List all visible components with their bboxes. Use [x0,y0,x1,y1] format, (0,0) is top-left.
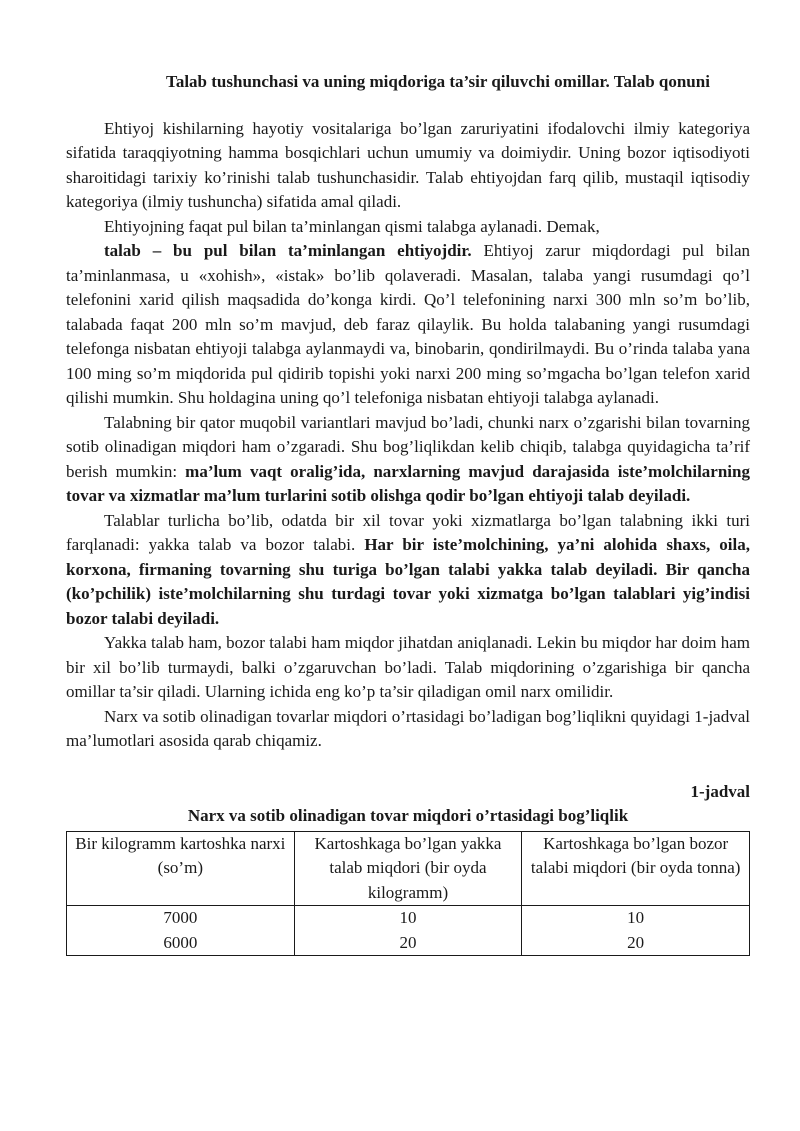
paragraph-6: Yakka talab ham, bozor talabi ham miqdor jihatdan aniqlanadi. Lekin bu miqdor har doim ham bir xil bo’lib turmaydi, balki o’zgaruvchan bo’ladi. Talab miqdorining o’zgarishiga bir qancha omillar ta’sir qiladi. Ularning ichida eng ko’p ta’sir qiladigan omil narx omilidir. [66,633,750,701]
table-caption: Narx va sotib olinadigan tovar miqdori o’rtasidagi bog’liqlik [187,806,629,825]
header-price: Bir kilogramm kartoshka narxi (so’m) [67,831,295,906]
price-quantity-table [66,831,750,957]
table-label: 1-jadval [690,781,750,801]
paragraph-3 [66,239,750,411]
price-value: 7000 [163,908,198,927]
document-page [66,70,750,956]
paragraph-5-text: Talablar turlicha bo’lib, odatda bir xil tovar yoki xizmatlarga bo’lgan talabning ikki turi farqlanadi: yakka talab va bozor talabi. [66,510,750,554]
definition-individual-market-demand: Har bir iste’molchining, ya’ni alohida shaxs, oila, korxona, firmaning tovarning shu turiga bo’lgan talabi yakka talab deyiladi. Bir qancha (ko’pchilik) iste’molchilarning shu turdagi tovar yoki xizmatga bo’lgan talablari yig’indisi bozor talabi deyiladi. [66,535,750,628]
paragraph-4-text: Talabning bir qator muqobil variantlari mavjud bo’ladi, chunki narx o’zgarishi bilan tovarning sotib olinadigan miqdori ham o’zgaradi. Shu bog’liqlikdan kelib chiqib, talabga quyidagicha ta’rif berish mumkin: [66,412,750,481]
table-row [67,906,750,956]
header-individual-demand: Kartoshkaga bo’lgan yakka talab miqdori (bir oyda kilogramm) [294,831,522,906]
price-value: 6000 [163,932,198,952]
paragraph-1: Ehtiyoj kishilarning hayotiy vositalariga bo’lgan zaruriyatini ifodalovchi ilmiy kategoriya sifatida taraqqiyotning hamma bosqichlari uchun umumiy va doimiydir. Uning bozor iqtisodiyoti sharoitidagi tarixiy ko’rinishi talab tushunchasidir. Talab ehtiyojdan farq qilib, mustaqil iqtisodiy kategoriya (ilmiy tushuncha) sifatida amal qiladi. [66,118,750,211]
individual-demand-value: 10 [399,908,417,927]
individual-demand-value: 20 [399,932,417,952]
market-demand-value: 10 [627,908,645,927]
price-cell [67,906,295,956]
definition-demand-formal: ma’lum vaqt oralig’ida, narxlarning mavjud darajasida iste’molchilarning tovar va xizmatlar ma’lum turlarini sotib olishga qodir bo’lgan ehtiyoji talab deyiladi. [66,461,750,505]
paragraph-7: Narx va sotib olinadigan tovarlar miqdori o’rtasidagi bo’ladigan bog’liqlikni quyidagi 1-jadval ma’lumotlari asosida qarab chiqamiz. [66,706,750,750]
table-header-row [67,831,750,906]
paragraph-3-text: Ehtiyoj zarur miqdordagi pul bilan ta’minlanmasa, u «xohish», «istak» bo’lib qolaveradi. Masalan, talaba yangi rusumdagi qo’l telefonini xarid qilish maqsadida do’konga kirdi. Qo’l telefonining narxi 300 mln so’m bo’lib, talabada faqat 200 mln so’m mavjud, deb faraz qilaylik. Bu holda talabaning yangi rusumdagi telefonga nisbatan ehtiyoji talabga aylanmaydi va, binobarin, qondirilmaydi. Bu o’rinda talaba yana 100 ming so’m miqdorida pul qidirib topishi yoki narxi 200 ming so’mgacha bo’lgan telefon xarid qilishi mumkin. Shu holdagina uning qo’l telefoniga nisbatan ehtiyoji talabga aylanadi. [66,241,750,407]
paragraph-2: Ehtiyojning faqat pul bilan ta’minlangan qismi talabga aylanadi. Demak, [104,216,600,236]
document-title: Talab tushunchasi va uning miqdoriga ta’sir qiluvchi omillar. Talab qonuni [166,72,710,91]
market-demand-value: 20 [627,932,645,952]
market-demand-cell [522,906,750,956]
definition-demand: talab – bu pul bilan ta’minlangan ehtiyojdir. [104,241,472,260]
paragraph-5 [66,509,750,632]
header-market-demand: Kartoshkaga bo’lgan bozor talabi miqdori (bir oyda tonna) [522,831,750,906]
individual-demand-cell [294,906,522,956]
paragraph-4 [66,411,750,509]
